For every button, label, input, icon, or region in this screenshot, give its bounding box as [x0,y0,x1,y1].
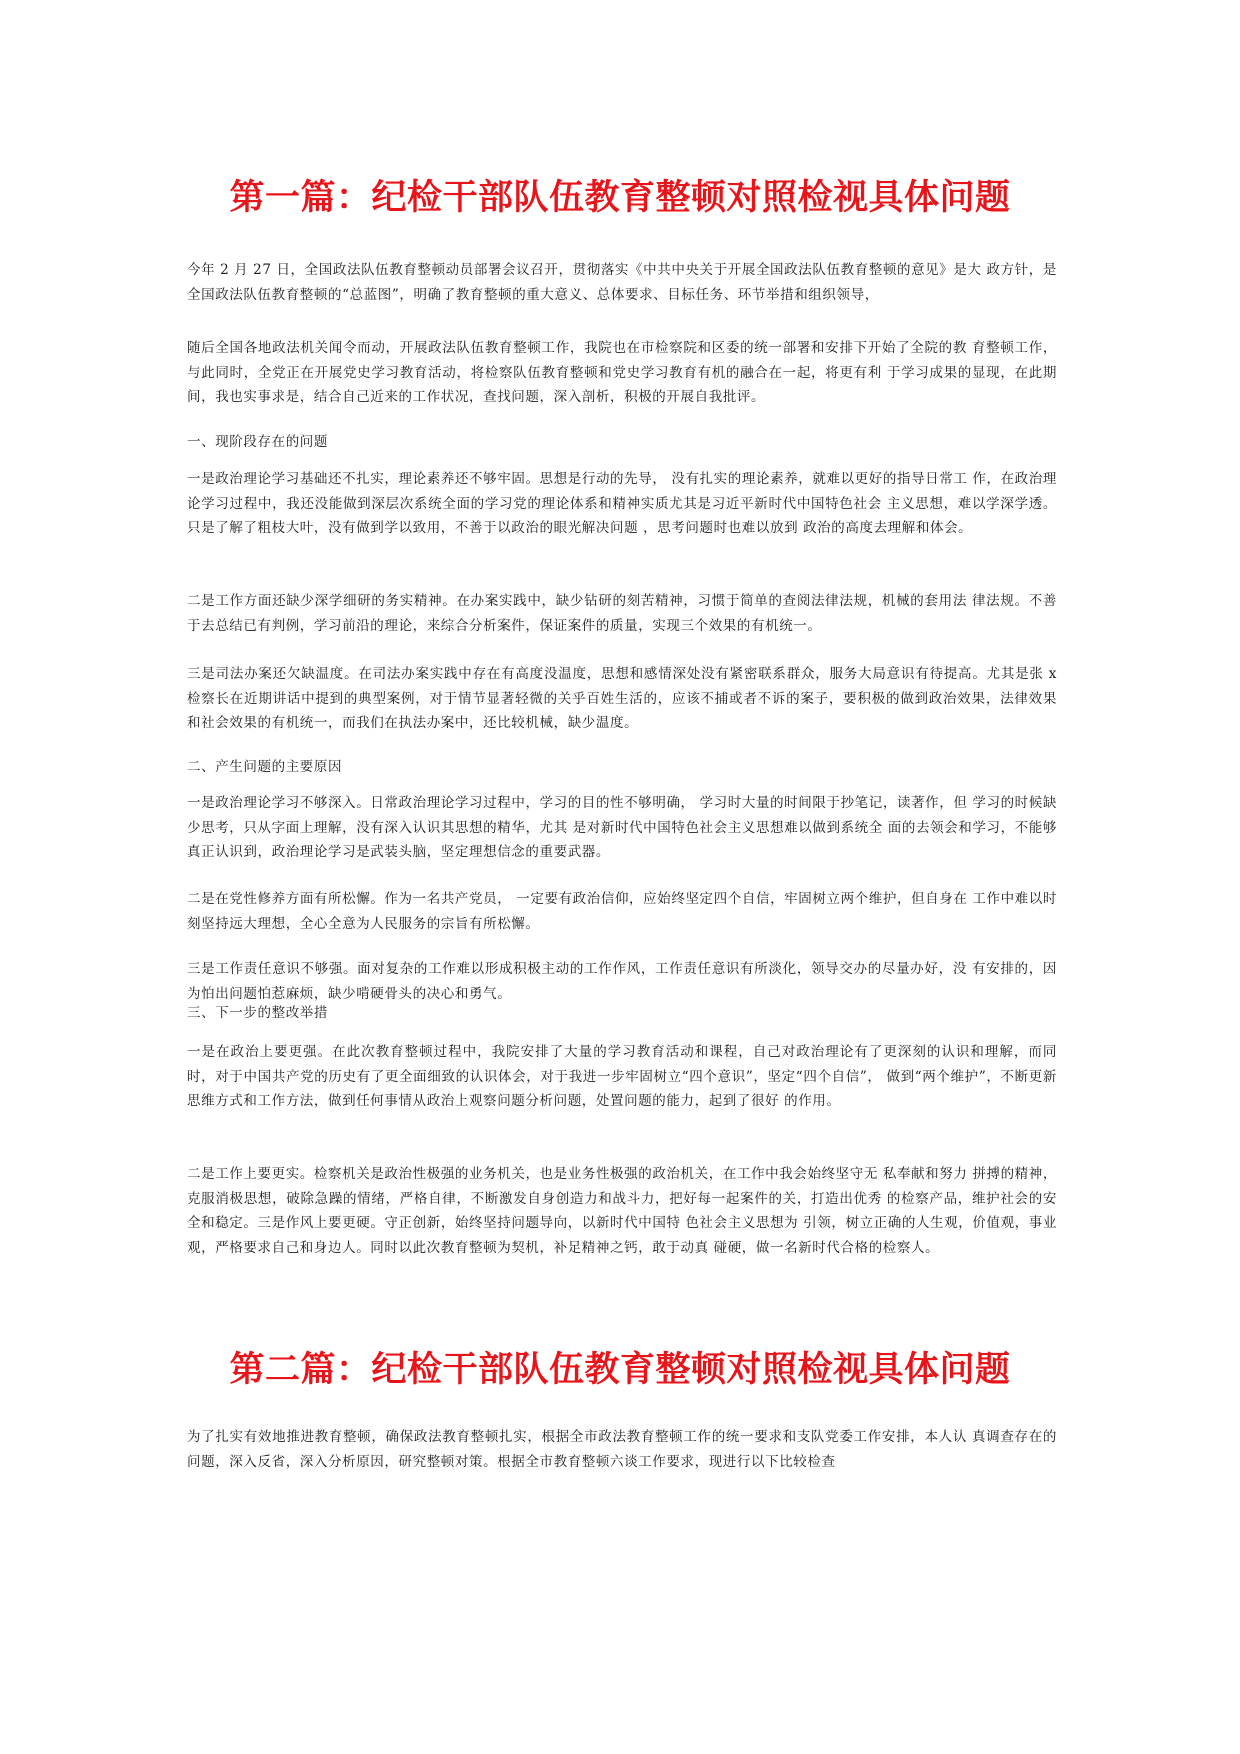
section-1-paragraph: 三是司法办案还欠缺温度。在司法办案实践中存在有高度没温度，思想和感情深处没有紧密联系群众，服务大局意识有待提高。尤其是张 x 检察长在近期讲话中提到的典型案例，对于情节显著轻微的关乎百姓生活的，应该不捕或者不诉的案子，要积极的做到政治效果，法律效果和社会效果的有机统一，而我们在执法办案中，还比较机械，缺少温度。 [187,666,1057,731]
section-2-paragraph: 二是在党性修养方面有所松懈。作为一名共产党员， 一定要有政治信仰，应始终坚定四个自信，牢固树立两个维护，但自身在 工作中难以时刻坚持远大理想，全心全意为人民服务的宗旨有所松懈。 [187,891,1057,932]
article-2-title: 第二篇：纪检干部队伍教育整顿对照检视具体问题 [229,1349,1011,1390]
section-2-paragraph: 一是政治理论学习不够深入。日常政治理论学习过程中，学习的目的性不够明确， 学习时大量的时间限于抄笔记，读著作，但 学习的时候缺少思考，只从字面上理解，没有深入认识其思想的精华，尤其 是对新时代中国特色社会主义思想难以做到系统全 面的去领会和学习，不能够真正认识到，政治理论学习是武装头脑，坚定理想信念的重要武器。 [187,795,1057,860]
section-2-heading: 二、产生问题的主要原因 [187,759,343,775]
article-1-intro-paragraph: 今年 2 月 27 日，全国政法队伍教育整顿动员部署会议召开，贯彻落实《中共中央关于开展全国政法队伍教育整顿的意见》是大 政方针，是全国政法队伍教育整顿的“总蓝图”，明确了教育整顿的重大意义、总体要求、目标任务、环节举措和组织领导， [187,262,1057,303]
section-3-paragraph: 一是在政治上要更强。在此次教育整顿过程中，我院安排了大量的学习教育活动和课程，自己对政治理论有了更深刻的认识和理解，而同时，对于中国共产党的历史有了更全面细致的认识体会，对于我进一步牢固树立“四个意识”，坚定“四个自信”， 做到“两个维护”，不断更新思维方式和工作方法，做到任何事情从政治上观察问题分析问题，处置问题的能力，起到了很好 的作用。 [187,1044,1057,1109]
section-1-heading: 一、现阶段存在的问题 [187,434,328,450]
article-1-title: 第一篇：纪检干部队伍教育整顿对照检视具体问题 [229,177,1011,218]
section-3-heading: 三、下一步的整改举措 [187,1005,328,1021]
section-2-paragraph: 三是工作责任意识不够强。面对复杂的工作难以形成积极主动的工作作风，工作责任意识有所淡化，领导交办的尽量办好，没 有安排的，因为怕出问题怕惹麻烦，缺少啃硬骨头的决心和勇气。 [187,961,1057,1002]
section-1-paragraph: 一是政治理论学习基础还不扎实，理论素养还不够牢固。思想是行动的先导， 没有扎实的理论素养，就难以更好的指导日常工 作，在政治理论学习过程中，我还没能做到深层次系统全面的学习党的理论体系和精神实质尤其是习近平新时代中国特色社会 主义思想，难以学深学透。只是了解了粗枝大叶，没有做到学以致用，不善于以政治的眼光解决问题 ，思考问题时也难以放到 政治的高度去理解和体会。 [187,471,1057,536]
section-3-paragraph: 二是工作上要更实。检察机关是政治性极强的业务机关，也是业务性极强的政治机关，在工作中我会始终坚守无 私奉献和努力 拼搏的精神，克服消极思想，破除急躁的情绪，严格自律，不断激发自身创造力和战斗力，把好每一起案件的关，打造出优秀 的检察产品，维护社会的安全和稳定。三是作风上要更硬。守正创新，始终坚持问题导向，以新时代中国特 色社会主义思想为 引领，树立正确的人生观，价值观，事业观，严格要求自己和身边人。同时以此次教育整顿为契机，补足精神之钙，敢于动真 碰硬，做一名新时代合格的检察人。 [187,1166,1057,1256]
article-1-intro-paragraph: 随后全国各地政法机关闻令而动，开展政法队伍教育整顿工作，我院也在市检察院和区委的统一部署和安排下开始了全院的教 育整顿工作，与此同时，全党正在开展党史学习教育活动，将检察队伍教育整顿和党史学习教育有机的融合在一起，将更有利 于学习成果的显现，在此期间，我也实事求是，结合自己近来的工作状况，查找问题，深入剖析，积极的开展自我批评。 [187,340,1057,405]
section-1-paragraph: 二是工作方面还缺少深学细研的务实精神。在办案实践中，缺少钻研的刻苦精神，习惯于简单的查阅法律法规，机械的套用法 律法规。不善于去总结已有判例，学习前沿的理论，来综合分析案件，保证案件的质量，实现三个效果的有机统一。 [187,593,1057,634]
article-2-intro-paragraph: 为了扎实有效地推进教育整顿，确保政法教育整顿扎实，根据全市政法教育整顿工作的统一要求和支队党委工作安排，本人认 真调查存在的问题，深入反省，深入分析原因，研究整顿对策。根据全市教育整顿六谈工作要求，现进行以下比较检查 [187,1429,1057,1470]
